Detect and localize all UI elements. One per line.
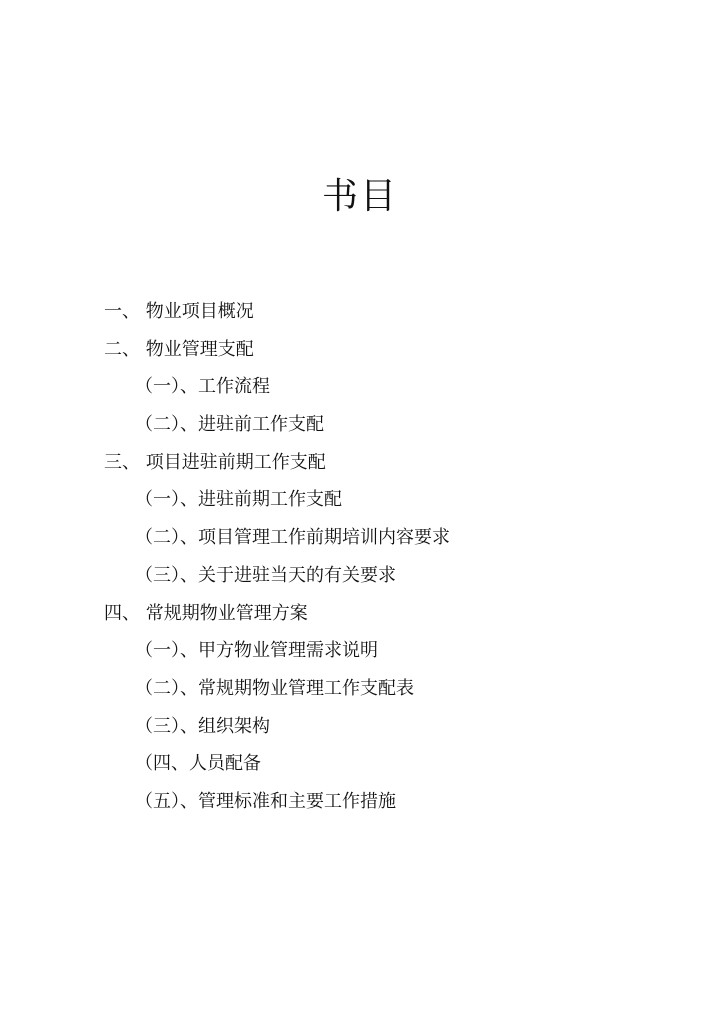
toc-item: 三、 项目进驻前期工作支配 [104, 451, 326, 473]
toc-item: 四、 常规期物业管理方案 [104, 602, 308, 624]
toc-item: 二、 物业管理支配 [104, 338, 254, 360]
toc-subitem: （三）、组织架构 [135, 715, 270, 737]
toc-subitem: （一）、进驻前期工作支配 [135, 489, 342, 511]
toc-subitem: （三）、关于进驻当天的有关要求 [135, 564, 396, 586]
toc-subitem: （一）、甲方物业管理需求说明 [135, 640, 378, 662]
toc-subitem: （二）、进驻前工作支配 [135, 414, 324, 436]
table-of-contents [0, 298, 720, 826]
toc-subitem: （五）、管理标准和主要工作措施 [135, 790, 396, 812]
toc-subitem: （二）、常规期物业管理工作支配表 [135, 677, 414, 699]
toc-subitem: （一）、工作流程 [135, 376, 270, 398]
toc-subitem: （二）、项目管理工作前期培训内容要求 [135, 527, 450, 549]
toc-subitem: （四、人员配备 [135, 753, 261, 775]
page-title: 书目 [321, 176, 398, 217]
toc-item: 一、 物业项目概况 [104, 301, 254, 322]
